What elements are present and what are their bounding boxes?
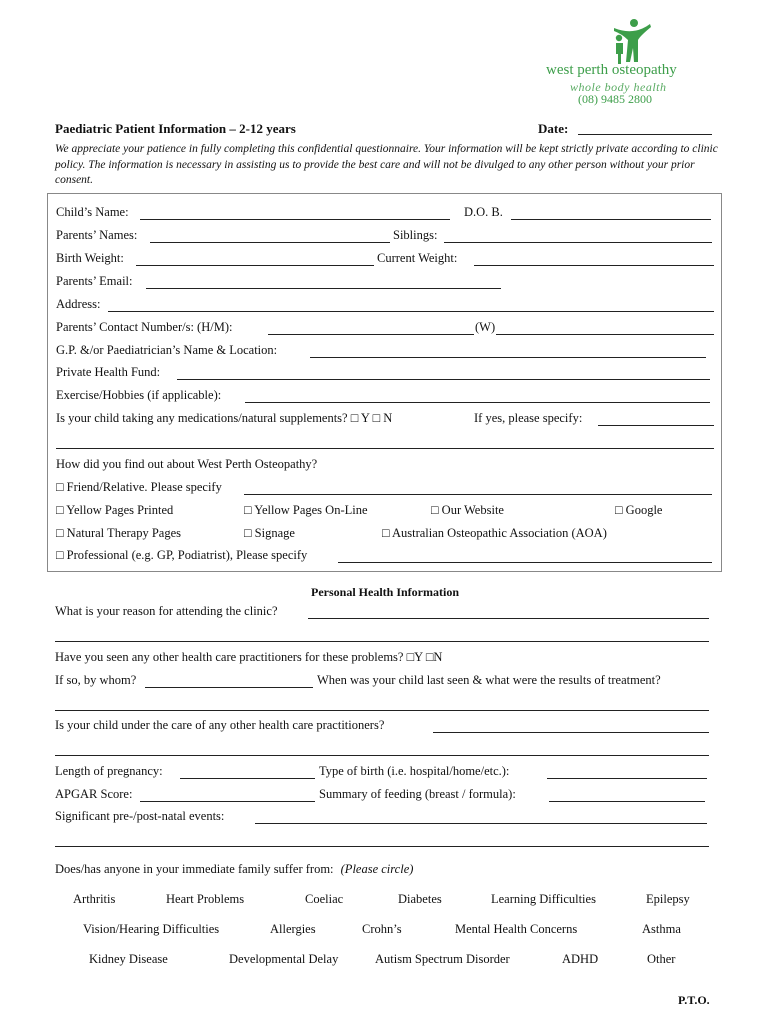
- family-question-text: Does/has anyone in your immediate family suffer from:: [55, 862, 334, 876]
- referral-yp-online-option[interactable]: □ Yellow Pages On-Line: [244, 503, 368, 517]
- condition-asthma[interactable]: Asthma: [642, 922, 681, 936]
- birth-type-field[interactable]: [547, 778, 707, 779]
- birth-weight-field[interactable]: [136, 265, 374, 266]
- siblings-field[interactable]: [444, 242, 712, 243]
- address-field[interactable]: [108, 311, 714, 312]
- referral-yp-printed-option[interactable]: □ Yellow Pages Printed: [56, 503, 174, 517]
- condition-autism[interactable]: Autism Spectrum Disorder: [375, 952, 510, 966]
- exercise-field[interactable]: [245, 402, 710, 403]
- exercise-label: Exercise/Hobbies (if applicable):: [56, 388, 222, 402]
- pregnancy-field[interactable]: [180, 778, 315, 779]
- siblings-label: Siblings:: [393, 228, 438, 242]
- condition-vision-hearing[interactable]: Vision/Hearing Difficulties: [83, 922, 220, 936]
- condition-developmental-delay[interactable]: Developmental Delay: [229, 952, 339, 966]
- under-care-label: Is your child under the care of any other health care practitioners?: [55, 718, 385, 732]
- medications-question[interactable]: Is your child taking any medications/natural supplements? □ Y □ N: [56, 411, 393, 425]
- events-field[interactable]: [255, 823, 707, 824]
- referral-website-option[interactable]: □ Our Website: [431, 503, 504, 517]
- apgar-field[interactable]: [140, 801, 315, 802]
- feeding-field[interactable]: [549, 801, 705, 802]
- form-title: Paediatric Patient Information – 2-12 years: [55, 121, 296, 136]
- condition-adhd[interactable]: ADHD: [562, 952, 599, 966]
- condition-kidney-disease[interactable]: Kidney Disease: [89, 952, 168, 966]
- referral-professional-option[interactable]: □ Professional (e.g. GP, Podiatrist), Please specify: [56, 548, 308, 562]
- date-field[interactable]: [578, 134, 712, 135]
- health-fund-field[interactable]: [177, 379, 710, 380]
- apgar-label: APGAR Score:: [55, 787, 133, 801]
- parents-names-label: Parents’ Names:: [56, 228, 138, 242]
- health-fund-label: Private Health Fund:: [56, 365, 161, 379]
- date-label: Date:: [538, 121, 569, 136]
- condition-mental-health[interactable]: Mental Health Concerns: [455, 922, 578, 936]
- referral-aoa-option[interactable]: □ Australian Osteopathic Association (AOA): [382, 526, 607, 540]
- condition-diabetes[interactable]: Diabetes: [398, 892, 442, 906]
- family-figures-icon: [604, 18, 652, 64]
- current-weight-label: Current Weight:: [377, 251, 458, 265]
- child-name-label: Child’s Name:: [56, 205, 129, 219]
- condition-allergies[interactable]: Allergies: [270, 922, 316, 936]
- reason-extra-line[interactable]: [55, 641, 709, 642]
- reason-label: What is your reason for attending the clinic?: [55, 604, 278, 618]
- health-heading: Personal Health Information: [311, 585, 459, 599]
- medications-extra-line[interactable]: [56, 448, 714, 449]
- medications-specify-field[interactable]: [598, 425, 714, 426]
- please-circle-note: (Please circle): [340, 862, 414, 876]
- health-section: [55, 600, 715, 860]
- feeding-label: Summary of feeding (breast / formula):: [319, 787, 516, 801]
- referral-question: How did you find out about West Perth Osteopathy?: [56, 457, 318, 471]
- last-seen-label: When was your child last seen & what were the results of treatment?: [317, 673, 661, 687]
- patient-details-box: [47, 193, 722, 572]
- referral-google-option[interactable]: □ Google: [615, 503, 663, 517]
- birth-type-label: Type of birth (i.e. hospital/home/etc.):: [319, 764, 510, 778]
- if-yes-label: If yes, please specify:: [474, 411, 583, 425]
- dob-field[interactable]: [511, 219, 711, 220]
- condition-other[interactable]: Other: [647, 952, 676, 966]
- referral-signage-option[interactable]: □ Signage: [244, 526, 295, 540]
- gp-field[interactable]: [310, 357, 706, 358]
- referral-natural-option[interactable]: □ Natural Therapy Pages: [56, 526, 181, 540]
- referral-friend-field[interactable]: [244, 494, 712, 495]
- birth-weight-label: Birth Weight:: [56, 251, 124, 265]
- family-question: [55, 862, 413, 877]
- contact-work-field[interactable]: [496, 334, 714, 335]
- child-name-field[interactable]: [140, 219, 450, 220]
- referral-professional-field[interactable]: [338, 562, 712, 563]
- contact-home-field[interactable]: [268, 334, 474, 335]
- condition-coeliac[interactable]: Coeliac: [305, 892, 344, 906]
- condition-crohns[interactable]: Crohn’s: [362, 922, 402, 936]
- gp-label: G.P. &/or Paediatrician’s Name & Location:: [56, 343, 278, 357]
- events-label: Significant pre-/post-natal events:: [55, 809, 225, 823]
- condition-epilepsy[interactable]: Epilepsy: [646, 892, 690, 906]
- pregnancy-label: Length of pregnancy:: [55, 764, 163, 778]
- parents-email-field[interactable]: [146, 288, 501, 289]
- logo-phone: (08) 9485 2800: [578, 92, 652, 106]
- intro-text: We appreciate your patience in fully completing this confidential questionnaire. Your information will be kept strictly private according to clinic policy. The information is necessary in assisting us to provide the best care and will not be divulged to any other person without your prior consent.: [55, 143, 718, 186]
- parents-email-label: Parents’ Email:: [56, 274, 133, 288]
- referral-friend-option[interactable]: □ Friend/Relative. Please specify: [56, 480, 222, 494]
- under-care-field[interactable]: [433, 732, 709, 733]
- by-whom-label: If so, by whom?: [55, 673, 137, 687]
- parents-names-field[interactable]: [150, 242, 390, 243]
- condition-learning-difficulties[interactable]: Learning Difficulties: [491, 892, 596, 906]
- contact-label: Parents’ Contact Number/s: (H/M):: [56, 320, 233, 334]
- under-care-extra-line[interactable]: [55, 755, 709, 756]
- condition-arthritis[interactable]: Arthritis: [73, 892, 116, 906]
- dob-label: D.O. B.: [464, 205, 503, 219]
- work-label: (W): [475, 320, 496, 334]
- address-label: Address:: [56, 297, 101, 311]
- condition-heart-problems[interactable]: Heart Problems: [166, 892, 245, 906]
- last-seen-field[interactable]: [55, 710, 709, 711]
- logo-tagline: whole body health: [570, 80, 667, 94]
- reason-field[interactable]: [308, 618, 709, 619]
- pto-footer: P.T.O.: [678, 993, 710, 1007]
- by-whom-field[interactable]: [145, 687, 313, 688]
- events-extra-line[interactable]: [55, 846, 709, 847]
- logo-name: west perth osteopathy: [546, 62, 677, 78]
- seen-other-question[interactable]: Have you seen any other health care practitioners for these problems? □Y □N: [55, 650, 443, 664]
- logo: [540, 18, 720, 108]
- current-weight-field[interactable]: [474, 265, 714, 266]
